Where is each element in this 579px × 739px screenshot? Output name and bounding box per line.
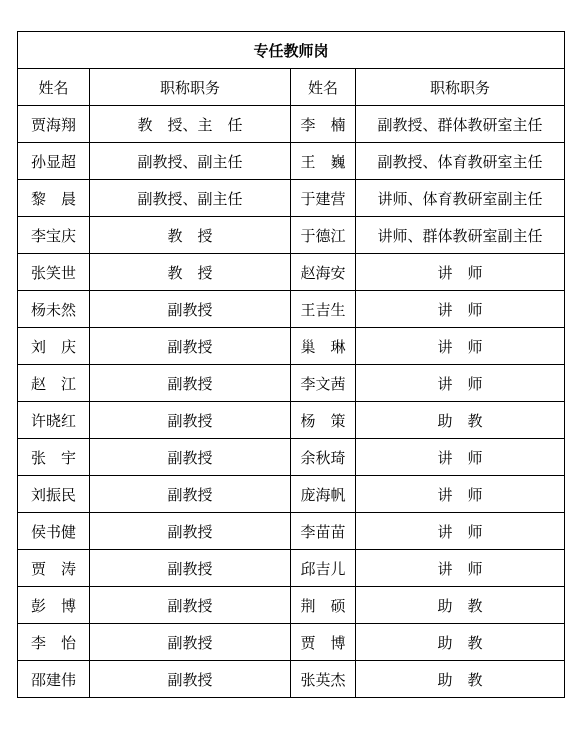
cell-name-left: 孙显超 [18,143,90,180]
cell-title-right: 讲 师 [356,254,565,291]
cell-title-right: 副教授、体育教研室主任 [356,143,565,180]
cell-name-right: 李文茜 [291,365,356,402]
cell-name-left: 李宝庆 [18,217,90,254]
cell-name-left: 黎 晨 [18,180,90,217]
cell-title-left: 副教授 [90,550,291,587]
cell-title-right: 讲 师 [356,550,565,587]
table-row [18,439,565,476]
staff-table [17,31,565,698]
cell-name-right: 于建营 [291,180,356,217]
cell-name-right: 贾 博 [291,624,356,661]
table-row [18,365,565,402]
cell-title-left: 副教授 [90,661,291,698]
cell-name-right: 庞海帆 [291,476,356,513]
cell-title-right: 讲师、体育教研室副主任 [356,180,565,217]
cell-title-right: 助 教 [356,661,565,698]
cell-name-right: 王吉生 [291,291,356,328]
cell-name-right: 张英杰 [291,661,356,698]
table-row [18,180,565,217]
cell-name-right: 荆 硕 [291,587,356,624]
cell-name-right: 巢 琳 [291,328,356,365]
cell-name-right: 余秋琦 [291,439,356,476]
staff-table-body [18,106,565,698]
table-row [18,402,565,439]
table-row [18,291,565,328]
cell-title-right: 讲 师 [356,365,565,402]
cell-name-left: 赵 江 [18,365,90,402]
cell-name-right: 邱吉儿 [291,550,356,587]
header-row [18,69,565,106]
cell-title-left: 教 授、主 任 [90,106,291,143]
header-name-left: 姓名 [18,69,90,106]
table-row [18,328,565,365]
table-row [18,624,565,661]
cell-title-left: 副教授、副主任 [90,143,291,180]
cell-name-right: 杨 策 [291,402,356,439]
table-row [18,476,565,513]
cell-name-left: 李 怡 [18,624,90,661]
cell-name-left: 许晓红 [18,402,90,439]
cell-name-left: 张 宇 [18,439,90,476]
cell-title-right: 讲 师 [356,439,565,476]
cell-title-right: 讲 师 [356,328,565,365]
cell-title-left: 副教授 [90,291,291,328]
cell-title-left: 教 授 [90,217,291,254]
table-title: 专任教师岗 [18,32,565,69]
cell-name-right: 王 巍 [291,143,356,180]
cell-title-right: 讲 师 [356,513,565,550]
cell-title-right: 助 教 [356,402,565,439]
cell-title-left: 副教授 [90,328,291,365]
cell-title-left: 副教授 [90,402,291,439]
cell-name-left: 杨未然 [18,291,90,328]
header-title-left: 职称职务 [90,69,291,106]
table-row [18,550,565,587]
cell-name-left: 刘 庆 [18,328,90,365]
cell-name-left: 彭 博 [18,587,90,624]
cell-name-right: 赵海安 [291,254,356,291]
table-row [18,254,565,291]
cell-title-left: 副教授 [90,439,291,476]
cell-title-right: 助 教 [356,587,565,624]
cell-name-right: 李苗苗 [291,513,356,550]
cell-title-right: 讲师、群体教研室副主任 [356,217,565,254]
cell-name-right: 李 楠 [291,106,356,143]
header-name-right: 姓名 [291,69,356,106]
cell-name-left: 贾海翔 [18,106,90,143]
table-row [18,106,565,143]
cell-title-left: 副教授 [90,476,291,513]
cell-title-left: 副教授 [90,513,291,550]
cell-title-left: 副教授 [90,365,291,402]
cell-title-left: 教 授 [90,254,291,291]
cell-name-left: 邵建伟 [18,661,90,698]
table-row [18,217,565,254]
cell-title-right: 助 教 [356,624,565,661]
cell-name-left: 刘振民 [18,476,90,513]
title-row [18,32,565,69]
cell-title-left: 副教授 [90,587,291,624]
table-row [18,143,565,180]
table-row [18,661,565,698]
table-row [18,513,565,550]
cell-name-left: 张笑世 [18,254,90,291]
cell-name-left: 侯书健 [18,513,90,550]
header-title-right: 职称职务 [356,69,565,106]
table-row [18,587,565,624]
cell-title-left: 副教授 [90,624,291,661]
cell-name-right: 于德江 [291,217,356,254]
cell-title-left: 副教授、副主任 [90,180,291,217]
cell-title-right: 讲 师 [356,476,565,513]
cell-name-left: 贾 涛 [18,550,90,587]
cell-title-right: 副教授、群体教研室主任 [356,106,565,143]
cell-title-right: 讲 师 [356,291,565,328]
